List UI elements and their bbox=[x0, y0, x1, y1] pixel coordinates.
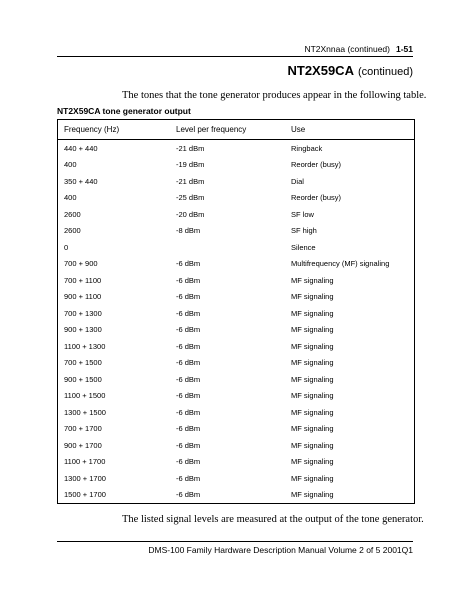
cell-use: MF signaling bbox=[291, 407, 334, 417]
cell-level: -25 dBm bbox=[176, 193, 205, 203]
cell-use: Reorder (busy) bbox=[291, 160, 342, 170]
cell-use: MF signaling bbox=[291, 292, 334, 302]
running-header-title: NT2Xnnaa (continued) bbox=[304, 44, 390, 54]
cell-frequency: 1100 + 1300 bbox=[64, 341, 106, 351]
cell-frequency: 900 + 1500 bbox=[64, 374, 102, 384]
cell-use: MF signaling bbox=[291, 473, 334, 483]
cell-frequency: 700 + 1700 bbox=[64, 424, 102, 434]
column-header-use: Use bbox=[291, 125, 306, 134]
cell-frequency: 400 bbox=[64, 193, 77, 203]
cell-frequency: 700 + 1100 bbox=[64, 275, 102, 285]
cell-level: -6 dBm bbox=[176, 358, 201, 368]
table-row bbox=[58, 437, 414, 454]
header-rule bbox=[57, 56, 413, 57]
cell-frequency: 2600 bbox=[64, 226, 81, 236]
cell-frequency: 900 + 1700 bbox=[64, 440, 102, 450]
cell-frequency: 700 + 1500 bbox=[64, 358, 102, 368]
footer-rule bbox=[57, 541, 413, 542]
cell-frequency: 2600 bbox=[64, 209, 81, 219]
table-row bbox=[58, 206, 414, 223]
cell-level: -6 dBm bbox=[176, 490, 201, 500]
cell-use: MF signaling bbox=[291, 308, 334, 318]
cell-use: MF signaling bbox=[291, 391, 334, 401]
cell-frequency: 0 bbox=[64, 242, 69, 252]
running-header bbox=[304, 44, 413, 54]
table-row bbox=[58, 239, 414, 256]
cell-use: SF high bbox=[291, 226, 317, 236]
table-row bbox=[58, 454, 414, 471]
cell-frequency: 1100 + 1500 bbox=[64, 391, 106, 401]
table-row bbox=[58, 404, 414, 421]
section-title-continued: (continued) bbox=[357, 66, 413, 78]
cell-level: -6 dBm bbox=[176, 325, 201, 335]
cell-frequency: 1500 + 1700 bbox=[64, 490, 106, 500]
cell-use: Silence bbox=[291, 242, 316, 252]
table-footnote: The listed signal levels are measured at the output of the tone generator. bbox=[122, 514, 424, 525]
cell-use: MF signaling bbox=[291, 341, 334, 351]
cell-use: Dial bbox=[291, 176, 304, 186]
cell-use: Multifrequency (MF) signaling bbox=[291, 259, 390, 269]
table-row bbox=[58, 421, 414, 438]
cell-frequency: 700 + 900 bbox=[64, 259, 98, 269]
cell-frequency: 400 bbox=[64, 160, 77, 170]
cell-use: MF signaling bbox=[291, 325, 334, 335]
table-row bbox=[58, 322, 414, 339]
intro-paragraph: The tones that the tone generator produces appear in the following table. bbox=[122, 90, 427, 101]
table-row bbox=[58, 388, 414, 405]
table-row bbox=[58, 305, 414, 322]
running-footer: DMS-100 Family Hardware Description Manual Volume 2 of 5 2001Q1 bbox=[148, 545, 413, 555]
cell-level: -6 dBm bbox=[176, 292, 201, 302]
cell-level: -6 dBm bbox=[176, 424, 201, 434]
cell-level: -6 dBm bbox=[176, 407, 201, 417]
cell-level: -6 dBm bbox=[176, 341, 201, 351]
table-row bbox=[58, 256, 414, 273]
cell-use: SF low bbox=[291, 209, 314, 219]
cell-use: MF signaling bbox=[291, 440, 334, 450]
table-row bbox=[58, 157, 414, 174]
column-header-frequency: Frequency (Hz) bbox=[64, 125, 120, 134]
table-row bbox=[58, 487, 414, 504]
cell-level: -20 dBm bbox=[176, 209, 205, 219]
cell-frequency: 1100 + 1700 bbox=[64, 457, 106, 467]
cell-level: -8 dBm bbox=[176, 226, 201, 236]
cell-use: Reorder (busy) bbox=[291, 193, 342, 203]
table-row bbox=[58, 355, 414, 372]
table-body bbox=[58, 140, 414, 503]
cell-use: MF signaling bbox=[291, 457, 334, 467]
table-row bbox=[58, 371, 414, 388]
cell-frequency: 1300 + 1500 bbox=[64, 407, 106, 417]
table-row bbox=[58, 289, 414, 306]
cell-level: -21 dBm bbox=[176, 176, 205, 186]
column-header-level: Level per frequency bbox=[176, 125, 247, 134]
cell-frequency: 1300 + 1700 bbox=[64, 473, 106, 483]
section-title bbox=[287, 63, 413, 78]
tone-generator-table bbox=[57, 119, 415, 504]
cell-frequency: 900 + 1100 bbox=[64, 292, 102, 302]
cell-use: MF signaling bbox=[291, 358, 334, 368]
cell-use: MF signaling bbox=[291, 374, 334, 384]
table-row bbox=[58, 190, 414, 207]
cell-frequency: 350 + 440 bbox=[64, 176, 98, 186]
table-row bbox=[58, 140, 414, 157]
cell-use: MF signaling bbox=[291, 490, 334, 500]
cell-level: -6 dBm bbox=[176, 440, 201, 450]
cell-use: Ringback bbox=[291, 143, 323, 153]
cell-frequency: 900 + 1300 bbox=[64, 325, 102, 335]
table-header-row bbox=[58, 120, 414, 140]
cell-use: MF signaling bbox=[291, 275, 334, 285]
section-title-text: NT2X59CA bbox=[287, 63, 354, 78]
table-row bbox=[58, 470, 414, 487]
cell-level: -6 dBm bbox=[176, 391, 201, 401]
cell-level: -6 dBm bbox=[176, 374, 201, 384]
table-row bbox=[58, 338, 414, 355]
table-row bbox=[58, 173, 414, 190]
cell-level: -21 dBm bbox=[176, 143, 205, 153]
cell-level: -6 dBm bbox=[176, 457, 201, 467]
cell-level: -6 dBm bbox=[176, 259, 201, 269]
cell-use: MF signaling bbox=[291, 424, 334, 434]
cell-level: -6 dBm bbox=[176, 275, 201, 285]
cell-frequency: 440 + 440 bbox=[64, 143, 98, 153]
cell-level: -19 dBm bbox=[176, 160, 205, 170]
cell-frequency: 700 + 1300 bbox=[64, 308, 102, 318]
page-number: 1-51 bbox=[395, 44, 413, 54]
table-row bbox=[58, 223, 414, 240]
cell-level: -6 dBm bbox=[176, 473, 201, 483]
cell-level: -6 dBm bbox=[176, 308, 201, 318]
table-caption: NT2X59CA tone generator output bbox=[57, 106, 191, 116]
table-row bbox=[58, 272, 414, 289]
